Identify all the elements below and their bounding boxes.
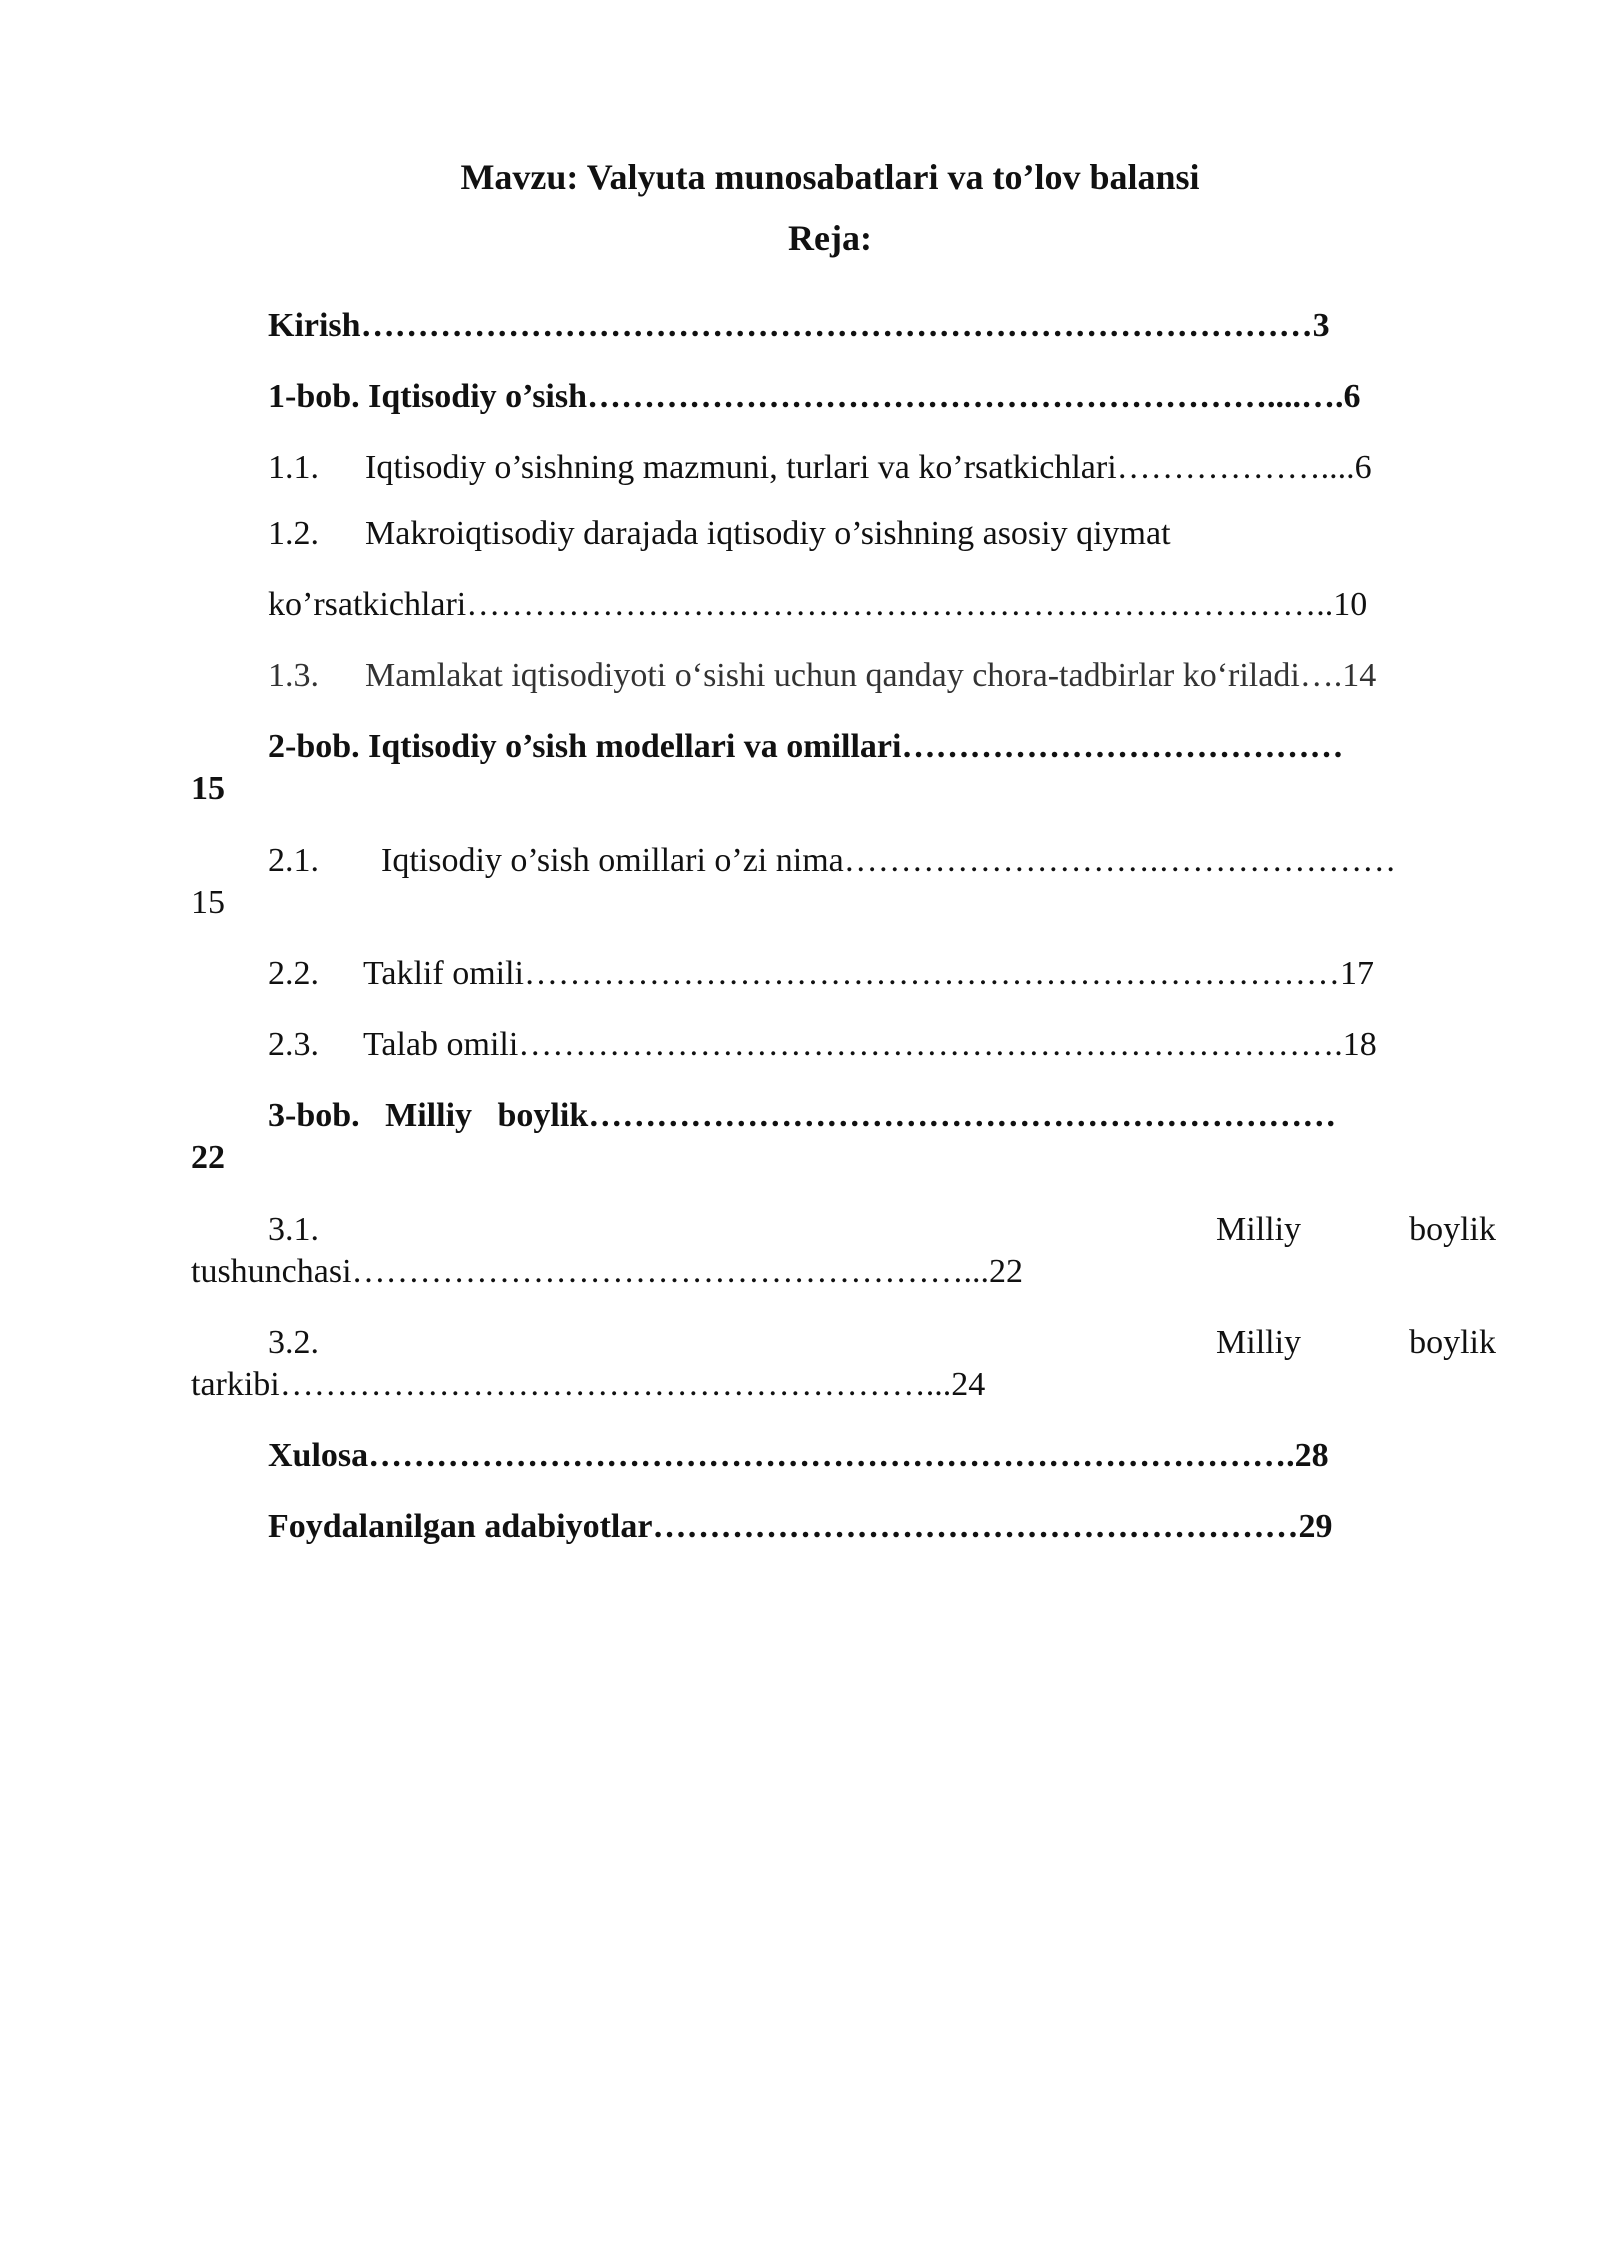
toc-item-xulosa xyxy=(268,1439,1496,1473)
toc-item-2-1 xyxy=(268,844,1496,878)
toc-bob3-text: 3-bob. Milliy boylik………………………………………………………… xyxy=(268,1099,1337,1133)
toc-1-2-number: 1.2. xyxy=(268,515,319,552)
toc-3-2-word-2: boylik xyxy=(1409,1324,1496,1361)
toc-2-2-text: Taklif omili………………………………………………………………17 xyxy=(363,955,1374,992)
toc-3-1-word-2: boylik xyxy=(1409,1211,1496,1248)
toc-3-1-continuation: tushunchasi………………………………………………...22 xyxy=(191,1253,1024,1290)
toc-3-1-word-1: Milliy xyxy=(1216,1211,1302,1248)
toc-2-1-text: Iqtisodiy o’sish omillari o’zi nima……………………….………………… xyxy=(381,842,1397,879)
toc-item-1-1 xyxy=(268,451,1496,485)
toc-item-1-2-continuation xyxy=(268,588,1496,622)
toc-adabiyotlar-text: Foydalanilgan adabiyotlar…………………………………………………29 xyxy=(268,1510,1333,1544)
toc-bob2-page: 15 xyxy=(191,770,225,807)
toc-3-2-number: 3.2. xyxy=(268,1324,319,1361)
toc-item-kirish xyxy=(268,309,1496,343)
toc-3-1-number: 3.1. xyxy=(268,1211,319,1248)
toc-item-3-1 xyxy=(268,1213,1496,1247)
toc-2-2-number: 2.2. xyxy=(268,955,319,992)
toc-1-1-number: 1.1. xyxy=(268,449,319,486)
toc-1-3-text: Mamlakat iqtisodiyoti o‘sishi uchun qanday chora-tadbirlar ko‘riladi….14 xyxy=(365,657,1377,694)
toc-1-3-number: 1.3. xyxy=(268,657,319,694)
document-title: Mavzu: Valyuta munosabatlari va to’lov balansi xyxy=(460,157,1200,197)
toc-3-2-word-1: Milliy xyxy=(1216,1324,1302,1361)
toc-3-2-continuation: tarkibi…………………………………………………...24 xyxy=(191,1366,986,1403)
toc-1-2-text: Makroiqtisodiy darajada iqtisodiy o’sishning asosiy qiymat xyxy=(365,515,1171,552)
toc-item-bob1 xyxy=(268,380,1496,414)
toc-1-2-continuation-text: ko’rsatkichlari…………………………………………………………………..10 xyxy=(268,588,1368,622)
toc-bob2-text: 2-bob. Iqtisodiy o’sish modellari va omillari………………………………… xyxy=(268,730,1344,764)
toc-2-1-number: 2.1. xyxy=(268,842,319,879)
toc-bob1-text: 1-bob. Iqtisodiy o’sish……………………………………………………....….6 xyxy=(268,380,1361,414)
toc-item-adabiyotlar xyxy=(268,1510,1496,1544)
document-subtitle: Reja: xyxy=(788,218,872,258)
toc-xulosa-text: Xulosa……………………………………………………………………….28 xyxy=(268,1439,1329,1473)
toc-2-3-text: Talab omili……………………………………………………………….18 xyxy=(363,1026,1377,1063)
toc-item-1-2 xyxy=(268,517,1496,551)
toc-kirish-text: Kirish…………………………………………………………………………3 xyxy=(268,309,1330,343)
toc-item-2-2 xyxy=(268,957,1496,991)
toc-item-1-3 xyxy=(268,659,1496,693)
toc-bob3-page: 22 xyxy=(191,1139,225,1176)
toc-1-1-text: Iqtisodiy o’sishning mazmuni, turlari va ko’rsatkichlari………………....6 xyxy=(365,449,1372,486)
toc-2-1-page: 15 xyxy=(191,884,225,921)
toc-item-2-3 xyxy=(268,1028,1496,1062)
toc-item-bob3 xyxy=(268,1099,1496,1133)
toc-item-3-2 xyxy=(268,1326,1496,1360)
toc-2-3-number: 2.3. xyxy=(268,1026,319,1063)
toc-item-bob2 xyxy=(268,730,1496,764)
